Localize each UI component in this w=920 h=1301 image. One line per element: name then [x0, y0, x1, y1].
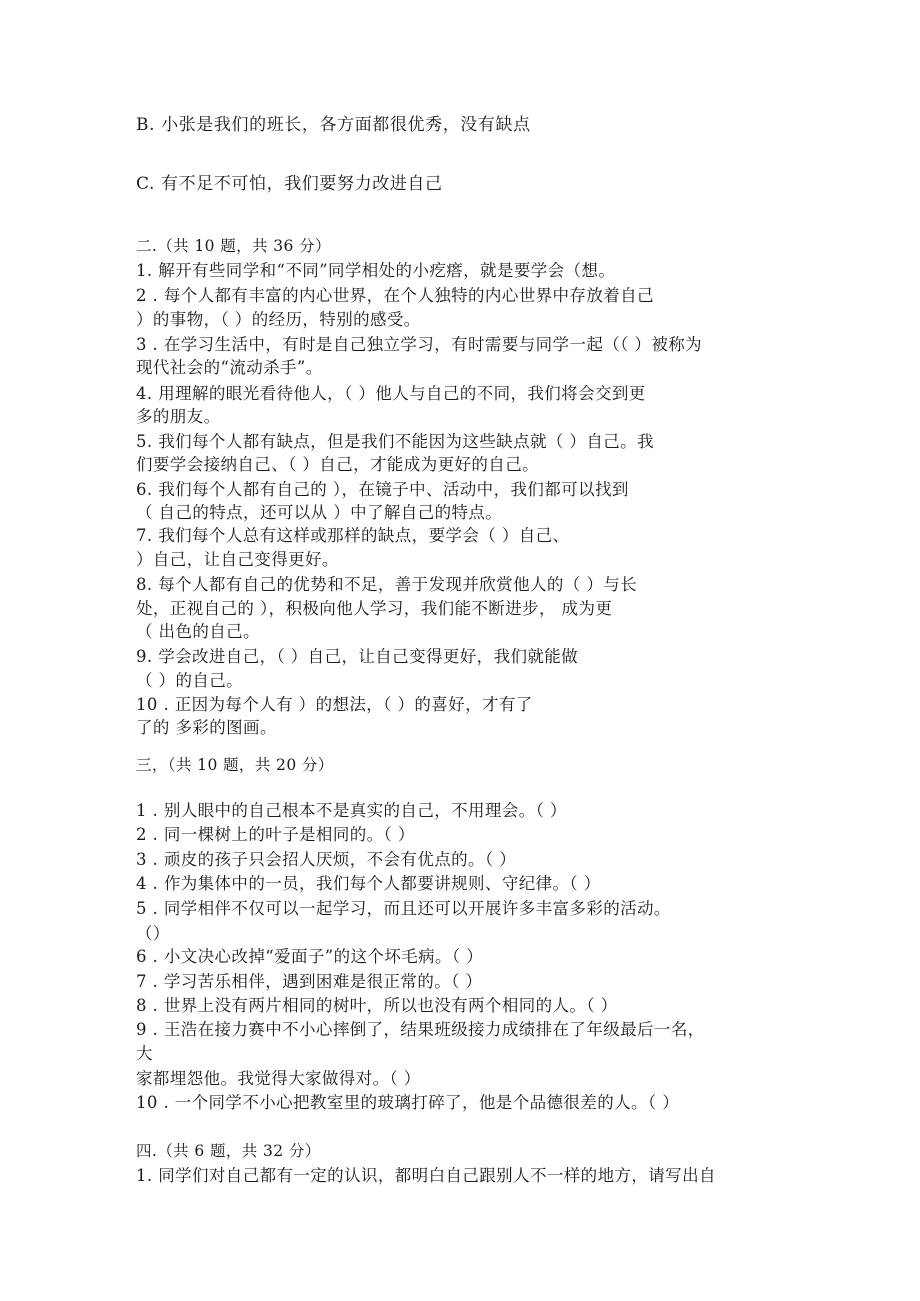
- section-3-line: 2 . 同一棵树上的叶子是相同的。（ ）: [136, 825, 415, 844]
- section-2-header: 二.（共 10 题，共 36 分）: [136, 237, 331, 255]
- section-3-line: 9 . 王浩在接力赛中不小心摔倒了，结果班级接力成绩排在了年级最后一名，: [136, 1020, 705, 1039]
- section-2-line: 2 . 每个人都有丰富的内心世界，在个人独特的内心世界中存放着自己: [136, 286, 654, 305]
- section-2-line: （ ）的自己。: [136, 671, 244, 690]
- section-3-line: （）: [136, 924, 170, 943]
- section-3-line: 3 . 顽皮的孩子只会招人厌烦，不会有优点的。（ ）: [136, 850, 517, 869]
- section-2-line: 5. 我们每个人都有缺点，但是我们不能因为这些缺点就（ ）自己。我: [136, 432, 654, 451]
- section-2-line: （ 自己的特点，还可以从 ）中了解自己的特点。: [136, 503, 503, 522]
- section-2-line: 了的 多彩的图画。: [136, 718, 277, 737]
- section-2-line: 9. 学会改进自己，（ ）自己，让自己变得更好，我们就能做: [136, 647, 579, 666]
- section-3-header: 三，（共 10 题，共 20 分）: [136, 756, 334, 774]
- section-2-line: 多的朋友。: [136, 407, 221, 426]
- section-2-line: 10 . 正因为每个人有 ）的想法，（ ）的喜好，才有了: [136, 695, 533, 714]
- section-2-line: 4. 用理解的眼光看待他人，（ ）他人与自己的不同，我们将会交到更: [136, 384, 646, 403]
- section-3-line: 7 . 学习苦乐相伴，遇到困难是很正常的。（ ）: [136, 972, 483, 991]
- option-b: B. 小张是我们的班长，各方面都很优秀，没有缺点: [136, 115, 531, 135]
- section-3-line: 1 . 别人眼中的自己根本不是真实的自己，不用理会。（ ）: [136, 801, 567, 820]
- section-2-line: ）的事物，（ ）的经历，特别的感受。: [136, 310, 421, 329]
- section-3-line: 4 . 作为集体中的一员，我们每个人都要讲规则、守纪律。（ ）: [136, 874, 601, 893]
- section-3-line: 5 . 同学相伴不仅可以一起学习，而且还可以开展许多丰富多彩的活动。: [136, 899, 671, 918]
- section-3-line: 10 . 一个同学不小心把教室里的玻璃打碎了，他是个品德很差的人。（ ）: [136, 1093, 680, 1112]
- section-2-line: 们要学会接纳自己、（ ）自己，才能成为更好的自己。: [136, 455, 539, 474]
- section-2-line: 7. 我们每个人总有这样或那样的缺点，要学会（ ）自己、: [136, 526, 570, 545]
- section-3-line: 家都埋怨他。我觉得大家做得对。（ ）: [136, 1069, 421, 1088]
- option-c: C. 有不足不可怕，我们要努力改进自己: [136, 174, 443, 194]
- section-2-line: 1. 解开有些同学和“不同”同学相处的小疙瘩，就是要学会（想。: [136, 261, 616, 280]
- section-4-header: 四.（共 6 题，共 32 分）: [136, 1142, 321, 1160]
- section-2-line: （ 出色的自己。: [136, 622, 260, 641]
- section-3-line: 大: [136, 1044, 153, 1063]
- section-3-line: 6 . 小文决心改掉“爱面子”的这个坏毛病。（ ）: [136, 947, 484, 966]
- section-2-line: 6. 我们每个人都有自己的 ），在镜子中、活动中，我们都可以找到: [136, 480, 629, 499]
- section-4-line: 1. 同学们对自己都有一定的认识，都明白自己跟别人不一样的地方，请写出自: [136, 1166, 716, 1185]
- section-3-line: 8 . 世界上没有两片相同的树叶，所以也没有两个相同的人。（ ）: [136, 996, 618, 1015]
- section-2-line: 8. 每个人都有自己的优势和不足，善于发现并欣赏他人的（ ）与长: [136, 575, 638, 594]
- section-2-line: 3 . 在学习生活中，有时是自己独立学习，有时需要与同学一起（（ ）被称为: [136, 335, 703, 354]
- section-2-line: ）自己，让自己变得更好。: [136, 550, 339, 569]
- section-2-line: 现代社会的“流动杀手”。: [136, 358, 323, 377]
- section-2-line: 处，正视自己的 ），积极向他人学习，我们能不断进步， 成为更: [136, 599, 613, 618]
